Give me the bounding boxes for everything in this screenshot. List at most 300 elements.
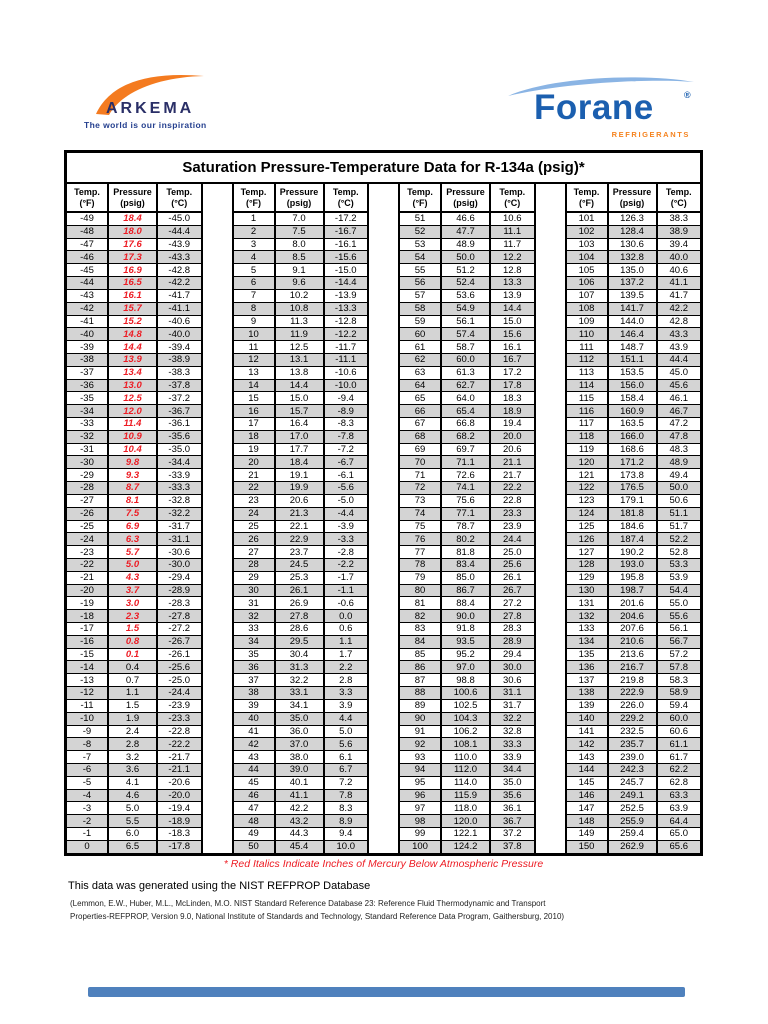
pressure-cell: 14.8 (107, 328, 158, 340)
table-row (400, 686, 534, 699)
pressure-cell: 0.7 (107, 674, 158, 686)
table-row (67, 558, 201, 571)
table-row (67, 686, 201, 699)
temp-c-cell: 37.8 (503, 841, 522, 853)
temp-f-cell: 51 (414, 213, 426, 225)
temp-f-cell: 8 (250, 303, 257, 315)
pressure-cell: 50.0 (440, 251, 491, 263)
temp-f-cell: 31 (248, 597, 259, 609)
temp-f-cell: -33 (80, 418, 94, 430)
temp-c-cell: 7.8 (339, 789, 353, 801)
pressure-cell: 52.4 (440, 277, 491, 289)
pressure-cell: 219.8 (607, 674, 658, 686)
temp-c-cell: 33.9 (503, 751, 522, 763)
table-row (67, 596, 201, 609)
temp-c-cell: -26.1 (168, 649, 191, 661)
table-row (567, 468, 701, 481)
table-row (567, 507, 701, 520)
pressure-cell: 81.8 (440, 546, 491, 558)
temp-f-cell: 129 (578, 572, 595, 584)
footnote: * Red Italics Indicate Inches of Mercury Below Atmospheric Pressure (223, 858, 544, 870)
temp-f-cell: -10 (80, 713, 94, 725)
pressure-cell: 213.6 (607, 649, 658, 661)
table-columns (67, 184, 700, 853)
table-row (234, 213, 368, 225)
table-row (567, 622, 701, 635)
pressure-cell: 26.9 (274, 597, 325, 609)
forane-logo (506, 70, 696, 142)
table-row (567, 481, 701, 494)
pressure-cell: 88.4 (440, 597, 491, 609)
table-row (400, 455, 534, 468)
table-row (67, 660, 201, 673)
table-row (400, 213, 534, 225)
temp-f-cell: 4 (250, 251, 257, 263)
pressure-cell: 210.6 (607, 636, 658, 648)
pressure-cell: 78.7 (440, 521, 491, 533)
pressure-cell: 32.2 (274, 674, 325, 686)
temp-f-cell: 45 (248, 777, 259, 789)
table-row (67, 481, 201, 494)
pressure-cell: 201.6 (607, 597, 658, 609)
pressure-cell: 9.6 (274, 277, 325, 289)
pressure-cell: 71.1 (440, 456, 491, 468)
temp-f-cell: 1 (250, 213, 257, 225)
table-row (567, 430, 701, 443)
pressure-cell: 68.2 (440, 431, 491, 443)
temp-f-cell: 6 (250, 277, 257, 289)
citation-line-1: (Lemmon, E.W., Huber, M.L., McLinden, M.O. NIST Standard Reference Database 23: Reference Fluid Thermodynamic and Transport (70, 899, 546, 908)
temp-c-cell: -30.0 (168, 559, 191, 571)
pressure-cell: 255.9 (607, 815, 658, 827)
forane-wordmark: Forane (534, 88, 654, 127)
table-row (400, 263, 534, 276)
temp-f-cell: -16 (80, 636, 94, 648)
table-row (234, 379, 368, 392)
temp-f-cell: -34 (80, 405, 94, 417)
table-row (567, 789, 701, 802)
pressure-cell: 51.2 (440, 264, 491, 276)
temp-f-cell: -7 (82, 751, 92, 763)
temp-c-cell: 12.2 (503, 251, 522, 263)
temp-f-cell: 69 (414, 444, 426, 456)
pressure-cell: 2.4 (107, 726, 158, 738)
temp-f-cell: 85 (414, 649, 426, 661)
pressure-cell: 61.3 (440, 367, 491, 379)
table-row (234, 327, 368, 340)
temp-c-cell: 3.3 (339, 687, 353, 699)
temp-c-cell: 57.2 (669, 649, 688, 661)
temp-f-cell: -19 (80, 597, 94, 609)
temp-c-cell: 29.4 (503, 649, 522, 661)
temp-c-cell: -36.7 (168, 405, 191, 417)
temp-f-cell: -15 (80, 649, 94, 661)
pressure-cell: 95.2 (440, 649, 491, 661)
table-row (567, 596, 701, 609)
temp-f-cell: 43 (248, 751, 259, 763)
temp-f-cell: 124 (578, 508, 595, 520)
column-header-temp-f-cell: Temp. (°F) (240, 186, 267, 208)
temp-c-cell: -29.4 (168, 572, 191, 584)
temp-c-cell: 50.6 (669, 495, 688, 507)
temp-f-cell: 112 (578, 354, 595, 366)
temp-c-cell: -40.6 (168, 315, 191, 327)
table-row (400, 481, 534, 494)
temp-c-cell: 58.3 (669, 674, 688, 686)
temp-f-cell: -31 (80, 444, 94, 456)
temp-c-cell: -16.1 (334, 239, 357, 251)
temp-c-cell: -20.6 (168, 777, 191, 789)
temp-f-cell: 127 (578, 546, 595, 558)
table-row (400, 725, 534, 738)
temp-f-cell: 96 (414, 789, 426, 801)
temp-f-cell: 91 (414, 725, 426, 737)
temp-c-cell: 41.7 (669, 290, 688, 302)
pressure-cell: 168.6 (607, 444, 658, 456)
table-row (567, 225, 701, 238)
pressure-cell: 1.9 (107, 713, 158, 725)
table-row (67, 725, 201, 738)
table-row (400, 827, 534, 840)
temp-c-cell: -10.0 (334, 379, 357, 391)
pressure-cell: 148.7 (607, 341, 658, 353)
table-row (67, 225, 201, 238)
temp-c-cell: 47.2 (669, 418, 688, 430)
temp-c-cell: -41.1 (168, 303, 191, 315)
pressure-cell: 10.8 (274, 303, 325, 315)
table-row (234, 263, 368, 276)
pressure-cell: 242.3 (607, 764, 658, 776)
temp-c-cell: -2.2 (337, 559, 354, 571)
table-row (567, 213, 701, 225)
table-row (67, 327, 201, 340)
temp-c-cell: 32.8 (503, 725, 522, 737)
column-header-temp-c-cell: Temp. (°C) (665, 186, 692, 208)
temp-f-cell: -27 (80, 495, 94, 507)
temp-f-cell: 19 (248, 444, 259, 456)
temp-c-cell: 34.4 (503, 764, 522, 776)
temp-f-cell: 16 (248, 405, 259, 417)
pressure-cell: 5.0 (107, 802, 158, 814)
table-row (234, 584, 368, 597)
temp-f-cell: -32 (80, 431, 94, 443)
pressure-cell: 75.6 (440, 495, 491, 507)
temp-f-cell: -36 (80, 379, 94, 391)
table-row (567, 840, 701, 853)
pressure-cell: 106.2 (440, 726, 491, 738)
pressure-cell: 114.0 (440, 777, 491, 789)
pressure-cell: 17.0 (274, 431, 325, 443)
temp-c-cell: -22.2 (168, 738, 191, 750)
temp-c-cell: -16.7 (334, 226, 357, 238)
temp-f-cell: 10 (248, 328, 259, 340)
temp-c-cell: 18.9 (503, 405, 522, 417)
pressure-cell: 16.5 (107, 277, 158, 289)
table-row (234, 622, 368, 635)
table-row (400, 379, 534, 392)
pressure-cell: 91.8 (440, 623, 491, 635)
temp-f-cell: 107 (578, 290, 595, 302)
pressure-cell: 193.0 (607, 559, 658, 571)
temp-f-cell: 149 (578, 828, 595, 840)
table-row (567, 776, 701, 789)
temp-f-cell: 150 (578, 841, 595, 853)
temp-f-cell: 131 (578, 597, 595, 609)
temp-f-cell: 47 (248, 802, 259, 814)
table-row (67, 814, 201, 827)
temp-c-cell: -19.4 (168, 802, 191, 814)
temp-f-cell: 147 (578, 802, 595, 814)
pressure-cell: 60.0 (440, 354, 491, 366)
pressure-cell: 156.0 (607, 380, 658, 392)
pressure-cell: 22.9 (274, 533, 325, 545)
table-row (234, 417, 368, 430)
temp-c-cell: 28.3 (503, 623, 522, 635)
pressure-cell: 7.0 (274, 213, 325, 225)
temp-c-cell: 9.4 (339, 828, 353, 840)
separator-column (367, 184, 400, 853)
pressure-cell: 0.8 (107, 636, 158, 648)
pressure-cell: 25.3 (274, 572, 325, 584)
forane-refrigerants-label: REFRIGERANTS (611, 130, 690, 139)
temp-c-cell: 22.2 (503, 482, 522, 494)
temp-c-cell: -27.2 (168, 623, 191, 635)
temp-f-cell: -5 (82, 777, 92, 789)
temp-c-cell: 51.1 (669, 508, 688, 520)
temp-c-cell: 58.9 (669, 687, 688, 699)
temp-c-cell: -32.2 (168, 508, 191, 520)
temp-c-cell: 47.8 (669, 431, 688, 443)
pressure-cell: 144.0 (607, 316, 658, 328)
temp-f-cell: 113 (578, 367, 595, 379)
temp-f-cell: 95 (414, 777, 426, 789)
pressure-cell: 56.1 (440, 316, 491, 328)
temp-c-cell: -6.1 (337, 469, 354, 481)
temp-c-cell: -12.8 (334, 315, 357, 327)
pressure-cell: 9.1 (274, 264, 325, 276)
pressure-cell: 80.2 (440, 533, 491, 545)
temp-c-cell: -40.0 (168, 328, 191, 340)
table-row (234, 840, 368, 853)
column-header-pressure-cell: Pressure (psig) (107, 184, 158, 211)
table-row (567, 827, 701, 840)
temp-c-cell: 46.1 (669, 392, 688, 404)
table-row (567, 648, 701, 661)
temp-f-cell: 36 (248, 661, 259, 673)
pressure-cell: 2.8 (107, 738, 158, 750)
bottom-bar (88, 987, 685, 997)
temp-f-cell: 86 (414, 661, 426, 673)
table-row (67, 699, 201, 712)
pressure-cell: 36.0 (274, 726, 325, 738)
pressure-cell: 112.0 (440, 764, 491, 776)
table-row (234, 712, 368, 725)
temp-f-cell: 26 (248, 533, 259, 545)
table-row (234, 366, 368, 379)
temp-f-cell: 48 (248, 815, 259, 827)
table-row (567, 558, 701, 571)
table-row (400, 571, 534, 584)
temp-c-cell: 8.3 (339, 802, 353, 814)
pressure-cell: 66.8 (440, 418, 491, 430)
temp-f-cell: -22 (80, 559, 94, 571)
table-row (234, 814, 368, 827)
table-row (400, 737, 534, 750)
table-row (234, 648, 368, 661)
temp-f-cell: -21 (80, 572, 94, 584)
temp-c-cell: -7.8 (337, 431, 354, 443)
temp-c-cell: -15.0 (334, 264, 357, 276)
table-group-2 (234, 184, 368, 853)
temp-c-cell: 3.9 (339, 700, 353, 712)
temp-f-cell: 106 (578, 277, 595, 289)
table-row (67, 340, 201, 353)
temp-f-cell: 66 (414, 405, 426, 417)
temp-f-cell: 111 (579, 341, 594, 353)
pressure-cell: 24.5 (274, 559, 325, 571)
temp-f-cell: 97 (414, 802, 426, 814)
temp-f-cell: 135 (578, 649, 595, 661)
pressure-cell: 226.0 (607, 700, 658, 712)
pressure-cell: 163.5 (607, 418, 658, 430)
pressure-cell: 16.4 (274, 418, 325, 430)
table-row (400, 340, 534, 353)
temp-c-cell: -35.0 (168, 444, 191, 456)
temp-f-cell: -29 (80, 469, 94, 481)
temp-c-cell: 50.0 (669, 482, 688, 494)
temp-c-cell: 1.7 (339, 649, 353, 661)
temp-c-cell: -6.7 (337, 456, 354, 468)
temp-f-cell: -46 (80, 251, 94, 263)
temp-c-cell: -43.9 (168, 239, 191, 251)
pressure-cell: 229.2 (607, 713, 658, 725)
temp-c-cell: 11.7 (503, 239, 522, 251)
pressure-cell: 8.7 (107, 482, 158, 494)
table-row (400, 699, 534, 712)
pressure-cell: 10.2 (274, 290, 325, 302)
pressure-cell: 166.0 (607, 431, 658, 443)
temp-f-cell: 63 (414, 367, 426, 379)
temp-c-cell: -3.3 (337, 533, 354, 545)
temp-c-cell: -38.9 (168, 354, 191, 366)
pressure-cell: 74.1 (440, 482, 491, 494)
temp-f-cell: -9 (82, 725, 92, 737)
temp-c-cell: 11.1 (503, 226, 522, 238)
table-row (400, 302, 534, 315)
pressure-cell: 128.4 (607, 226, 658, 238)
temp-f-cell: 62 (414, 354, 426, 366)
table-row (67, 737, 201, 750)
temp-f-cell: 49 (248, 828, 259, 840)
table-row (67, 750, 201, 763)
temp-c-cell: 62.8 (669, 777, 688, 789)
temp-c-cell: -17.2 (334, 213, 357, 225)
temp-f-cell: -41 (80, 315, 94, 327)
temp-f-cell: 114 (578, 379, 595, 391)
temp-f-cell: 59 (414, 315, 426, 327)
pressure-cell: 262.9 (607, 841, 658, 853)
temp-c-cell: -3.9 (337, 520, 354, 532)
temp-f-cell: 18 (248, 431, 259, 443)
temp-c-cell: -36.1 (168, 418, 191, 430)
pressure-cell: 13.4 (107, 367, 158, 379)
table-row (234, 520, 368, 533)
table-row (67, 302, 201, 315)
table-row (400, 814, 534, 827)
temp-c-cell: 8.9 (339, 815, 353, 827)
temp-c-cell: 63.3 (669, 789, 688, 801)
table-row (234, 635, 368, 648)
temp-f-cell: -45 (80, 264, 94, 276)
temp-c-cell: 36.7 (503, 815, 522, 827)
temp-c-cell: 24.4 (503, 533, 522, 545)
table-row (400, 353, 534, 366)
table-row (567, 404, 701, 417)
temp-c-cell: 10.0 (336, 841, 355, 853)
pressure-cell: 1.5 (107, 700, 158, 712)
temp-c-cell: 42.8 (669, 315, 688, 327)
temp-c-cell: 36.1 (503, 802, 522, 814)
temp-f-cell: 9 (250, 315, 257, 327)
pressure-cell: 120.0 (440, 815, 491, 827)
temp-f-cell: -47 (80, 239, 94, 251)
table-row (67, 545, 201, 558)
temp-f-cell: 104 (578, 251, 595, 263)
temp-c-cell: 13.3 (503, 277, 522, 289)
temp-c-cell: -13.9 (334, 290, 357, 302)
table-row (234, 609, 368, 622)
pressure-cell: 153.5 (607, 367, 658, 379)
temp-f-cell: 116 (578, 405, 595, 417)
table-row (567, 686, 701, 699)
temp-c-cell: 40.6 (669, 264, 688, 276)
pressure-cell: 102.5 (440, 700, 491, 712)
temp-f-cell: 94 (414, 764, 426, 776)
pressure-cell: 46.6 (440, 213, 491, 225)
temp-c-cell: 5.0 (339, 725, 353, 737)
table-title: Saturation Pressure-Temperature Data for R-134a (psig)* (67, 153, 700, 184)
temp-c-cell: 30.6 (503, 674, 522, 686)
temp-c-cell: -35.6 (168, 431, 191, 443)
pressure-cell: 12.0 (107, 405, 158, 417)
temp-c-cell: 30.0 (503, 661, 522, 673)
temp-f-cell: 32 (248, 610, 259, 622)
temp-c-cell: -4.4 (337, 508, 354, 520)
temp-c-cell: 23.9 (503, 520, 522, 532)
table-row (67, 276, 201, 289)
pressure-cell: 235.7 (607, 738, 658, 750)
table-row (67, 250, 201, 263)
table-row (567, 635, 701, 648)
temp-f-cell: 146 (578, 789, 595, 801)
temp-f-cell: 144 (578, 764, 595, 776)
temp-f-cell: -26 (80, 508, 94, 520)
temp-c-cell: -43.3 (168, 251, 191, 263)
temp-f-cell: 118 (578, 431, 595, 443)
temp-c-cell: 45.0 (669, 367, 688, 379)
temp-c-cell: -37.8 (168, 379, 191, 391)
arkema-wordmark: ARKEMA (106, 100, 195, 117)
table-row (567, 545, 701, 558)
column-header-temp-c-cell: Temp. (°C) (166, 186, 193, 208)
temp-f-cell: 137 (578, 674, 595, 686)
temp-f-cell: -8 (82, 738, 92, 750)
temp-c-cell: -8.9 (337, 405, 354, 417)
temp-c-cell: 31.1 (503, 687, 522, 699)
table-row (67, 648, 201, 661)
temp-c-cell: 38.9 (669, 226, 688, 238)
temp-f-cell: 64 (414, 379, 426, 391)
